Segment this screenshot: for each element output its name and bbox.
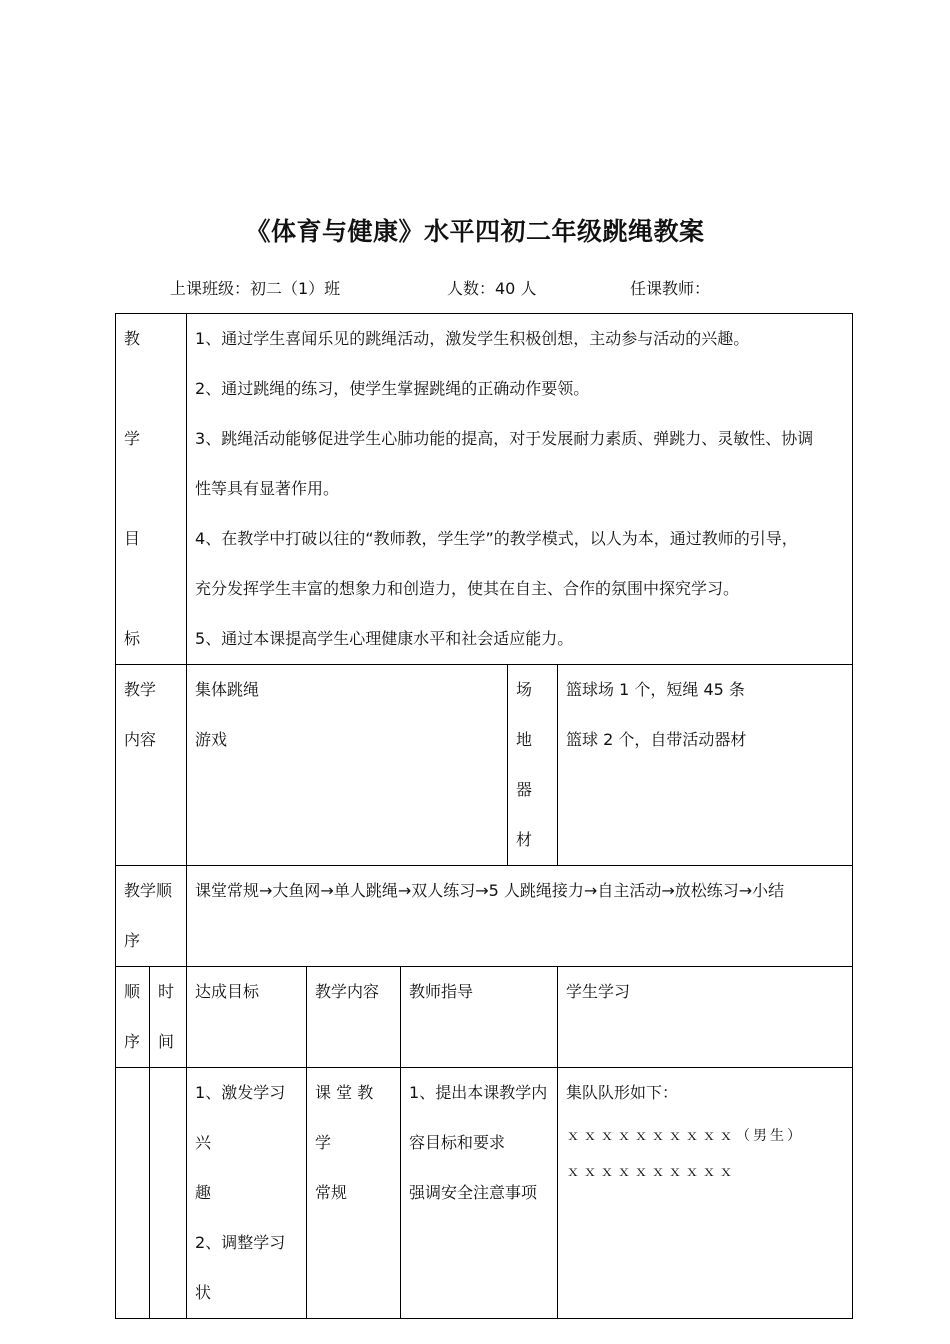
- row-time-cell: [150, 1068, 187, 1319]
- row-order-cell: [116, 1068, 150, 1319]
- sequence-label: [116, 866, 187, 967]
- objective-line: 4、在教学中打破以往的“教师教，学生学”的教学模式，以人为本，通过教师的引导，: [195, 529, 798, 548]
- lesson-plan-table: [115, 313, 852, 1302]
- objectives-text: [187, 314, 853, 665]
- content-item: 集体跳绳: [195, 680, 260, 699]
- student-line: 集队队形如下：: [566, 1083, 679, 1102]
- header-goal: 达成目标: [187, 967, 307, 1068]
- venue-item: 篮球场 1 个，短绳 45 条: [566, 680, 745, 699]
- page-title: 《体育与健康》水平四初二年级跳绳教案: [245, 217, 705, 246]
- objective-line: 3、跳绳活动能够促进学生心肺功能的提高，对于发展耐力素质、弹跳力、灵敏性、协调: [195, 429, 814, 448]
- venue-label: [508, 665, 558, 866]
- objectives-label-char: 学: [124, 429, 141, 448]
- content-items: [187, 665, 508, 866]
- header-order: [116, 967, 150, 1068]
- content-item: 游戏: [195, 730, 228, 749]
- objective-line: 性等具有显著作用。: [195, 479, 340, 498]
- teacher-line: 容目标和要求: [409, 1133, 506, 1152]
- venue-label-char: 器: [516, 780, 533, 799]
- content-line: 常规: [315, 1183, 348, 1202]
- sequence-text: 课堂常规→大鱼网→单人跳绳→双人练习→5 人跳绳接力→自主活动→放松练习→小结: [187, 866, 853, 967]
- goal-line: 2、调整学习状: [195, 1233, 286, 1302]
- venue-label-char: 地: [516, 730, 533, 749]
- objective-line: 5、通过本课提高学生心理健康水平和社会适应能力。: [195, 629, 574, 648]
- venue-items: [558, 665, 853, 866]
- content-row: [116, 665, 853, 866]
- header-order-char: 序: [124, 1032, 141, 1051]
- content-label: [116, 665, 187, 866]
- header-time: [150, 967, 187, 1068]
- venue-label-char: 材: [516, 830, 533, 849]
- venue-item: 篮球 2 个，自带活动器材: [566, 730, 747, 749]
- row-student-cell: [558, 1068, 853, 1319]
- venue-label-char: 场: [516, 680, 533, 699]
- goal-line: 趣: [195, 1183, 212, 1202]
- header-time-char: 时: [158, 982, 175, 1001]
- row-teacher-cell: [401, 1068, 558, 1319]
- content-label-line: 教学: [124, 680, 157, 699]
- teacher-line: 1、提出本课教学内: [409, 1083, 548, 1102]
- student-count: 人数：40 人: [447, 279, 537, 298]
- row-content-cell: [307, 1068, 401, 1319]
- objective-line: 充分发挥学生丰富的想象力和创造力，使其在自主、合作的氛围中探究学习。: [195, 579, 740, 598]
- content-line: 课 堂 教 学: [315, 1083, 374, 1152]
- header-order-char: 顺: [124, 982, 141, 1001]
- sequence-label-line: 教学顺: [124, 881, 173, 900]
- header-content: 教学内容: [307, 967, 401, 1068]
- objective-line: 2、通过跳绳的练习，使学生掌握跳绳的正确动作要领。: [195, 379, 590, 398]
- objectives-label: [116, 314, 187, 665]
- goal-line: 1、激发学习兴: [195, 1083, 286, 1152]
- content-label-line: 内容: [124, 730, 157, 749]
- procedure-row: [116, 1068, 853, 1319]
- teacher-line: 强调安全注意事项: [409, 1183, 538, 1202]
- procedure-header-row: [116, 967, 853, 1068]
- header-teacher: 教师指导: [401, 967, 558, 1068]
- header-time-char: 间: [158, 1032, 175, 1051]
- formation-row: ｘｘｘｘｘｘｘｘｘｘ: [566, 1164, 737, 1180]
- objectives-row: [116, 314, 853, 665]
- objectives-label-char: 目: [124, 529, 141, 548]
- objectives-label-char: 教: [124, 329, 141, 348]
- class-info: 上课班级：初二（1）班: [170, 279, 341, 298]
- header-student: 学生学习: [558, 967, 853, 1068]
- sequence-label-line: 序: [124, 931, 141, 950]
- row-goal-cell: [187, 1068, 307, 1319]
- teacher-info: 任课教师：: [630, 279, 711, 298]
- objective-line: 1、通过学生喜闻乐见的跳绳活动，激发学生积极创想，主动参与活动的兴趣。: [195, 329, 750, 348]
- formation-row: ｘｘｘｘｘｘｘｘｘｘ（男生）: [566, 1128, 805, 1144]
- objectives-label-char: 标: [124, 629, 141, 648]
- sequence-row: [116, 866, 853, 967]
